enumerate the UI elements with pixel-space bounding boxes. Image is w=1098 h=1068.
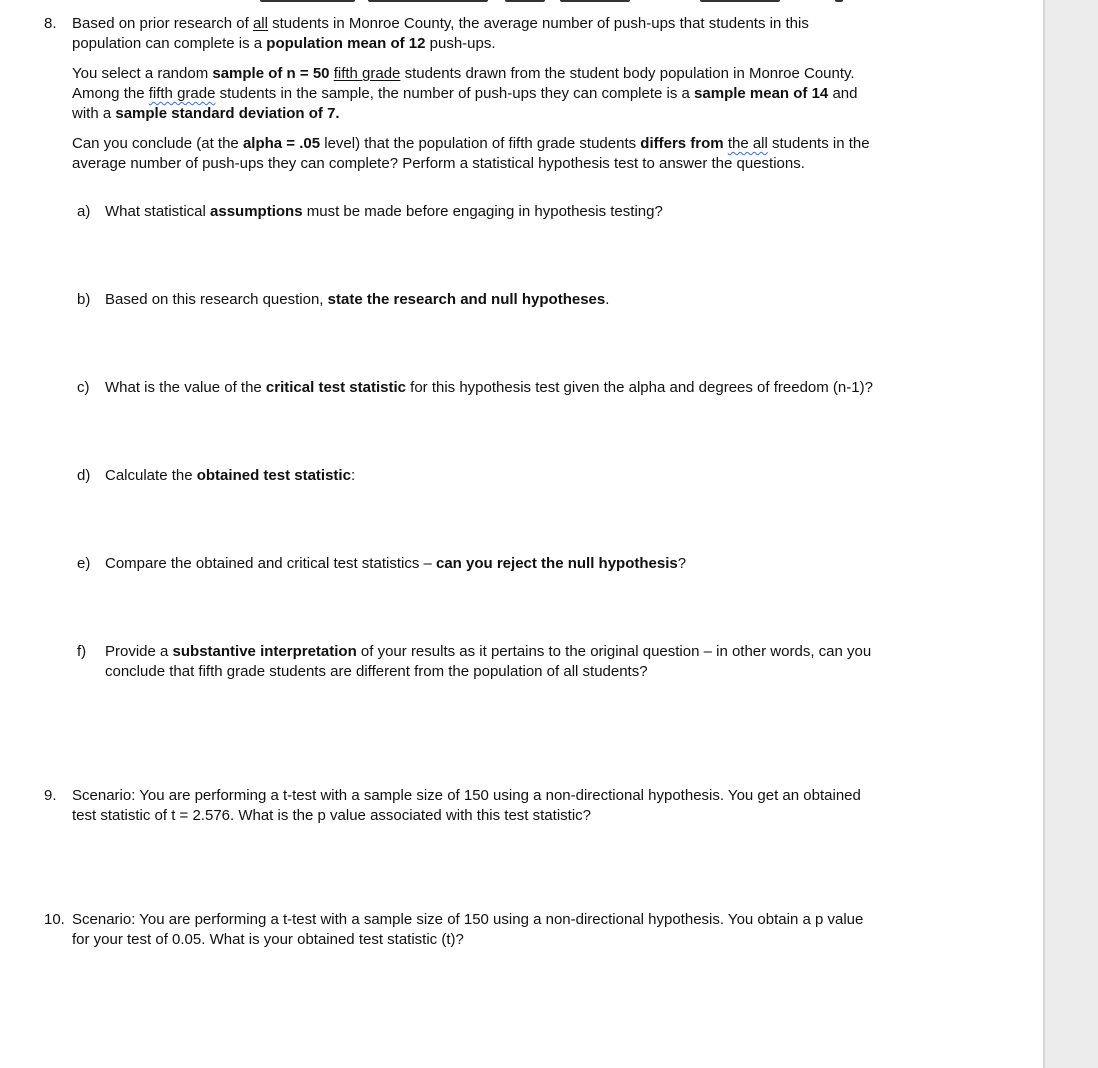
question-number: 10. [44, 911, 65, 928]
q10-line-1: Scenario: You are performing a t-test with a sample size of 150 using a non-directional hypothesis. You obtain a p value [72, 911, 864, 928]
q8-question-line-1: Can you conclude (at the alpha = .05 level) that the population of fifth grade students differs from the all students in the [72, 135, 870, 152]
part-e-label: e) [77, 555, 91, 572]
part-a-label: a) [77, 203, 91, 220]
q8-intro-line-2: population can complete is a population mean of 12 push-ups. [72, 35, 496, 52]
part-d-label: d) [77, 467, 91, 484]
q9-line-2: test statistic of t = 2.576. What is the p value associated with this test statistic? [72, 807, 591, 824]
spellcheck-underline: fifth grade [148, 85, 216, 102]
question-number: 8. [44, 15, 57, 32]
part-c-label: c) [77, 379, 90, 396]
question-number: 9. [44, 787, 57, 804]
part-f-text-line-1: Provide a substantive interpretation of your results as it pertains to the original question – in other words, can you [105, 643, 872, 660]
previous-page-text-fragment [0, 0, 1043, 3]
page-gutter [1043, 0, 1098, 1068]
q8-sample-line-2: Among the fifth grade students in the sample, the number of push-ups they can complete is a sample mean of 14 and [72, 85, 858, 102]
part-f-text-line-2: conclude that fifth grade students are different from the population of all students? [105, 663, 648, 680]
q9-line-1: Scenario: You are performing a t-test with a sample size of 150 using a non-directional hypothesis. You get an obtained [72, 787, 861, 804]
spellcheck-underline: the all [727, 135, 768, 152]
q8-sample-line-1: You select a random sample of n = 50 fifth grade students drawn from the student body population in Monroe County. [72, 65, 855, 82]
q8-question-line-2: average number of push-ups they can complete? Perform a statistical hypothesis test to answer the questions. [72, 155, 805, 172]
part-f-label: f) [77, 643, 87, 660]
part-b-text: Based on this research question, state the research and null hypotheses. [105, 291, 610, 308]
part-c-text: What is the value of the critical test statistic for this hypothesis test given the alpha and degrees of freedom (n-1)? [105, 379, 873, 396]
q10-line-2: for your test of 0.05. What is your obtained test statistic (t)? [72, 931, 464, 948]
part-e-text: Compare the obtained and critical test statistics – can you reject the null hypothesis? [105, 555, 687, 572]
part-a-text: What statistical assumptions must be made before engaging in hypothesis testing? [105, 203, 663, 220]
q8-sample-line-3: with a sample standard deviation of 7. [72, 105, 340, 122]
part-b-label: b) [77, 291, 91, 308]
part-d-text: Calculate the obtained test statistic: [105, 467, 356, 484]
q8-intro-line-1: Based on prior research of all students in Monroe County, the average number of push-ups that students in this [72, 15, 809, 32]
